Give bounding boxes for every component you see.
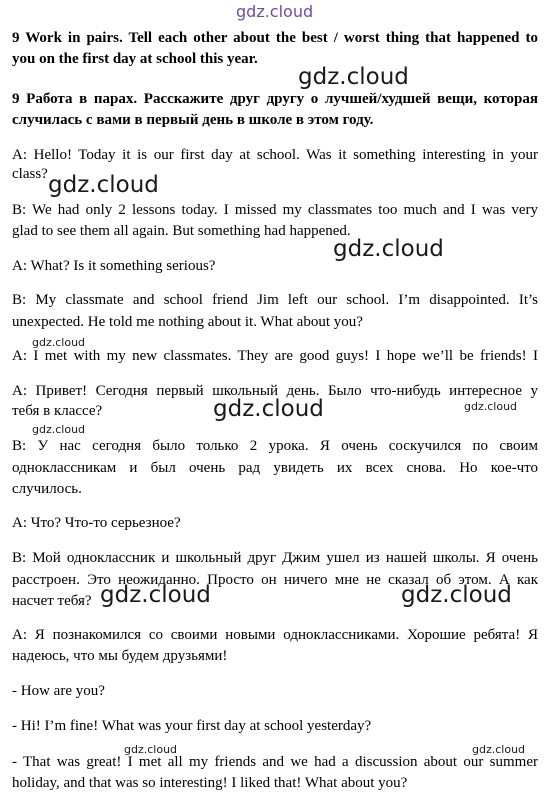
- dialogue-ru-b2-line-2: расстроен. Это неожиданно. Просто он ничего мне не сказал об этом. А как: [12, 572, 538, 588]
- dialogue-en-a3: A: I met with my new classmates. They are good guys! I hope we’ll be friends! I: [12, 348, 538, 364]
- watermark-6: gdz.cloud: [464, 400, 518, 413]
- watermark-4: gdz.cloud: [32, 336, 86, 349]
- watermark-7: gdz.cloud: [32, 423, 86, 436]
- watermark-11: gdz.cloud: [472, 743, 526, 756]
- dialogue-en-a2: A: What? Is it something serious?: [12, 258, 216, 274]
- watermark-10: gdz.cloud: [124, 743, 178, 756]
- dialogue-2-line-2: - Hi! I’m fine! What was your first day at school yesterday?: [12, 718, 372, 734]
- exercise-ru-line-1: 9 Работа в парах. Расскажите друг другу о лучшей/худшей вещи, которая: [12, 91, 538, 107]
- exercise-ru-line-2: случилась с вами в первый день в школе в этом году.: [12, 112, 374, 128]
- watermark-9: gdz.cloud: [401, 582, 512, 608]
- dialogue-ru-b1-line-2: одноклассникам и был очень рад увидеть их всех снова. Но кое-что: [12, 460, 538, 476]
- watermark-top: gdz.cloud: [236, 2, 314, 21]
- exercise-en-line-2: you on the first day at school this year.: [12, 51, 258, 67]
- watermark-2: gdz.cloud: [48, 172, 159, 198]
- watermark-8: gdz.cloud: [100, 582, 211, 608]
- dialogue-ru-b1-line-3: случилось.: [12, 481, 82, 497]
- dialogue-en-b2-line-1: B: My classmate and school friend Jim left our school. I’m disappointed. It’s: [12, 292, 538, 308]
- dialogue-en-a1-line-2: class?: [12, 166, 48, 182]
- dialogue-ru-a2: А: Что? Что-то серьезное?: [12, 515, 181, 531]
- dialogue-ru-a1-line-2: тебя в классе?: [12, 403, 103, 419]
- dialogue-en-b1-line-2: glad to see them all again. But something had happened.: [12, 223, 351, 239]
- dialogue-2-line-4: holiday, and that was so interesting! I liked that! What about you?: [12, 775, 408, 791]
- watermark-3: gdz.cloud: [333, 236, 444, 262]
- dialogue-en-b1-line-1: B: We had only 2 lessons today. I missed my classmates too much and I was very: [12, 202, 538, 218]
- watermark-5: gdz.cloud: [213, 396, 324, 422]
- dialogue-en-b2-line-2: unexpected. He told me nothing about it. What about you?: [12, 314, 363, 330]
- dialogue-ru-a3-line-2: надеюсь, что мы будем друзьями!: [12, 648, 228, 664]
- watermark-1: gdz.cloud: [298, 64, 409, 90]
- dialogue-2-line-1: - How are you?: [12, 683, 105, 699]
- dialogue-ru-a1-line-1: А: Привет! Сегодня первый школьный день. Было что-нибудь интересное у: [12, 383, 538, 399]
- dialogue-ru-b2-line-3: насчет тебя?: [12, 593, 92, 609]
- dialogue-ru-a3-line-1: А: Я познакомился со своими новыми одноклассниками. Хорошие ребята! Я: [12, 627, 538, 643]
- dialogue-2-line-3: - That was great! I met all my friends and we had a discussion about our summer: [12, 754, 538, 770]
- dialogue-ru-b2-line-1: В: Мой одноклассник и школьный друг Джим ушел из нашей школы. Я очень: [12, 550, 538, 566]
- exercise-en-line-1: 9 Work in pairs. Tell each other about the best / worst thing that happened to: [12, 30, 538, 46]
- dialogue-ru-b1-line-1: В: У нас сегодня было только 2 урока. Я очень соскучился по своим: [12, 438, 538, 454]
- dialogue-en-a1-line-1: A: Hello! Today it is our first day at school. Was it something interesting in your: [12, 147, 538, 163]
